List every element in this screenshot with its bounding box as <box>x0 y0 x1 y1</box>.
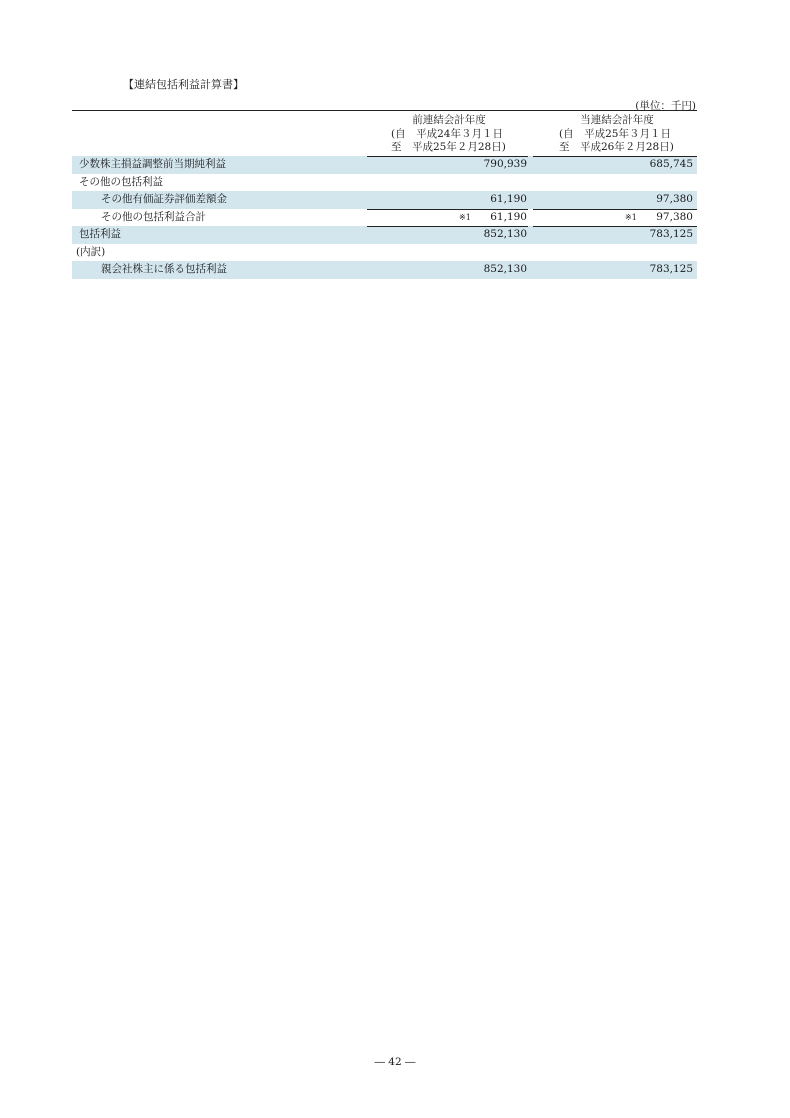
prev-value: 852,130 <box>483 263 527 275</box>
table-row <box>72 244 697 262</box>
prev-period-heading: 前連結会計年度 <box>412 114 486 126</box>
table-row <box>72 261 697 279</box>
curr-period-heading: 当連結会計年度 <box>580 114 654 126</box>
prev-value: 852,130 <box>483 228 527 240</box>
prev-value: 61,190 <box>490 193 527 205</box>
curr-period-header <box>537 114 697 155</box>
table-row <box>72 191 697 209</box>
row-label: 少数株主損益調整前当期純利益 <box>79 158 226 170</box>
unit-label: (単位：千円) <box>635 100 696 112</box>
curr-period-from: (自 平成25年３月１日 <box>559 127 671 140</box>
row-label: 親会社株主に係る包括利益 <box>101 263 227 275</box>
prev-period-to: 至 平成25年２月28日) <box>391 141 506 153</box>
comprehensive-income-table <box>72 110 697 279</box>
prev-value: 790,939 <box>483 158 527 170</box>
row-label: その他の包括利益合計 <box>101 210 206 223</box>
table-row <box>72 209 697 227</box>
curr-value: 685,745 <box>649 158 693 170</box>
row-label: その他の包括利益 <box>79 175 163 188</box>
curr-period-to: 至 平成26年２月28日) <box>559 141 674 153</box>
curr-value: 783,125 <box>649 228 693 240</box>
prev-note-marker: ※1 <box>459 212 471 222</box>
curr-value: 97,380 <box>656 210 693 223</box>
curr-value: 783,125 <box>649 263 693 275</box>
curr-note-marker: ※1 <box>625 212 637 222</box>
prev-period-from: (自 平成24年３月１日 <box>391 127 503 140</box>
table-row <box>72 226 697 244</box>
table-header <box>72 110 697 156</box>
prev-period-header <box>369 114 529 155</box>
table-row <box>72 174 697 192</box>
row-label: 包括利益 <box>79 228 121 240</box>
document-title: 【連結包括利益計算書】 <box>123 78 244 91</box>
prev-value: 61,190 <box>490 210 527 223</box>
page-number: ― 42 ― <box>374 1056 416 1068</box>
row-label: (内訳) <box>76 245 106 258</box>
curr-value: 97,380 <box>656 193 693 205</box>
row-label: その他有価証券評価差額金 <box>101 193 227 205</box>
table-row <box>72 156 697 174</box>
